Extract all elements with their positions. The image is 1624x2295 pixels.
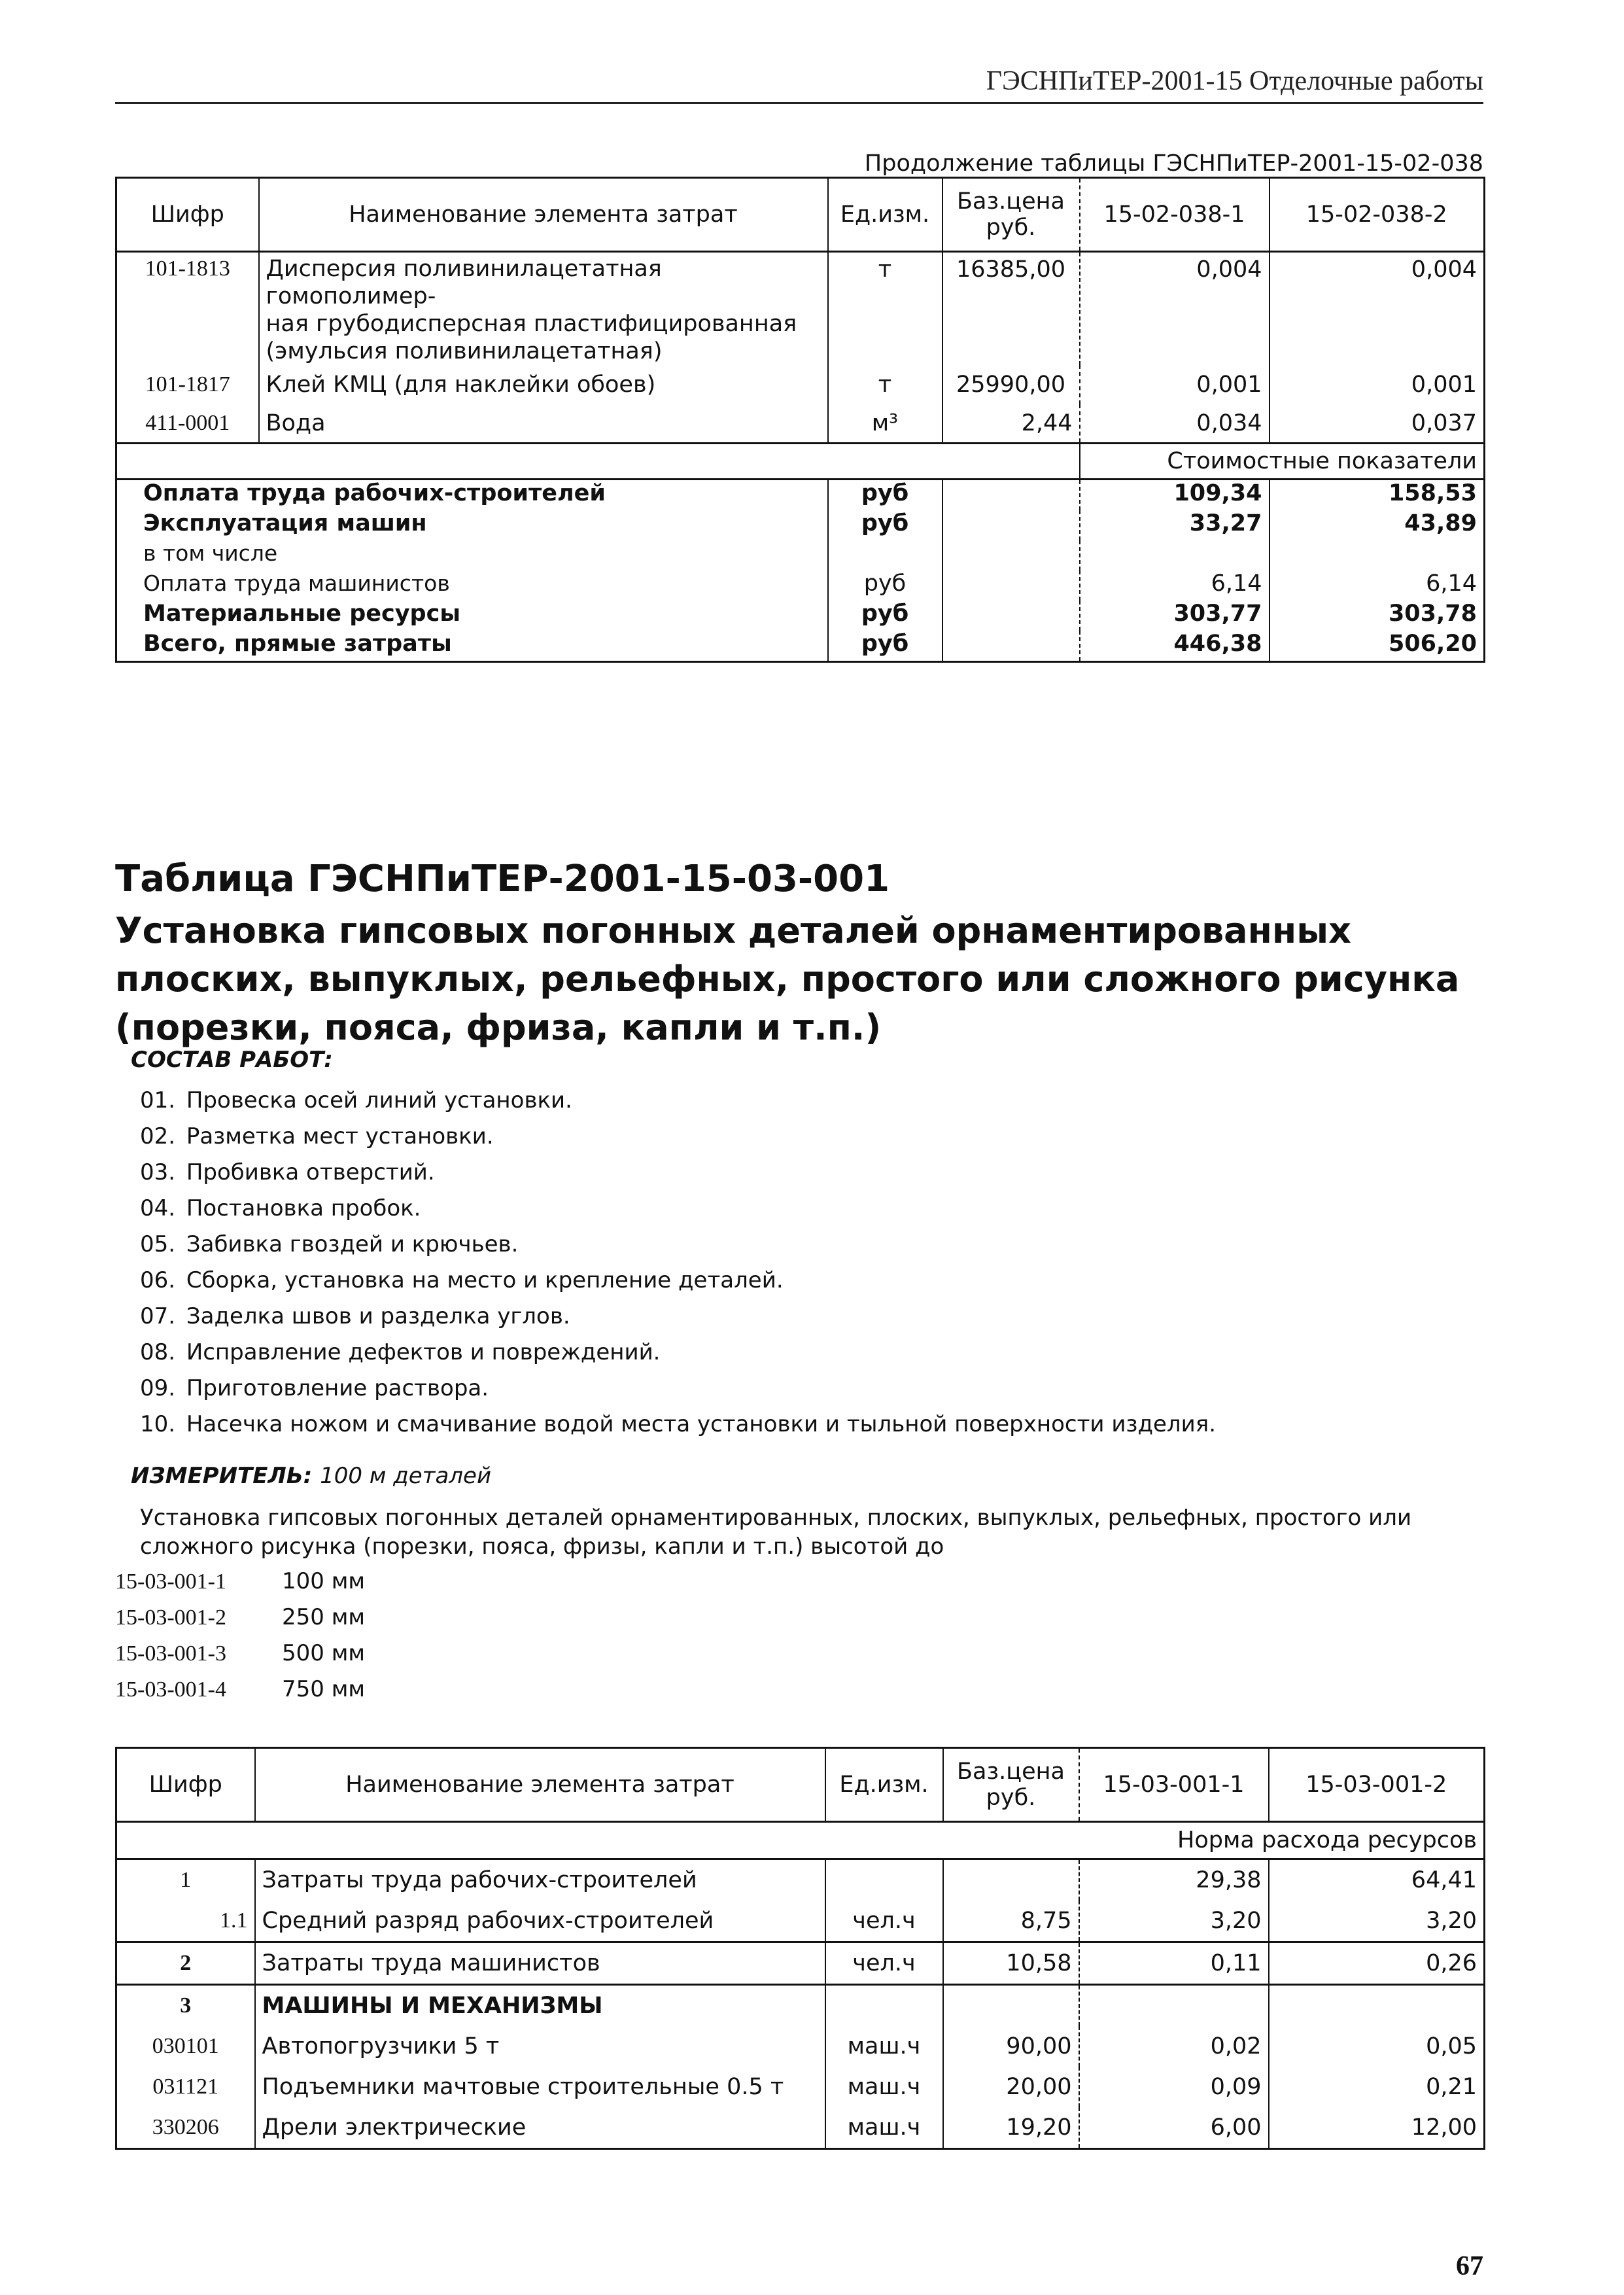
list-item	[140, 1155, 1216, 1191]
cell-name: Затраты труда рабочих-строителей	[255, 1859, 825, 1901]
cell-value-2: 0,05	[1269, 2026, 1485, 2067]
cell-value-2	[1269, 1985, 1485, 2027]
cell-value-2: 3,20	[1269, 1901, 1485, 1942]
list-item	[115, 1564, 365, 1600]
cell-value-2: 12,00	[1269, 2107, 1485, 2149]
band-row	[116, 1822, 1485, 1859]
cell-code: 1	[116, 1859, 255, 1901]
section-title-block	[115, 856, 1521, 1052]
measure-label: ИЗМЕРИТЕЛЬ:	[131, 1463, 313, 1489]
work-number: 03.	[140, 1159, 176, 1185]
work-text: Пробивка отверстий.	[186, 1159, 435, 1185]
work-number: 07.	[140, 1303, 176, 1329]
norm-code: 15-03-001-2	[115, 1605, 226, 1630]
header-col1: 15-03-001-1	[1079, 1748, 1269, 1822]
work-number: 01.	[140, 1087, 176, 1113]
table-row	[116, 1901, 1485, 1942]
cost-name: Материальные ресурсы	[143, 601, 460, 627]
header-price	[943, 1748, 1079, 1822]
cost-value-2: 43,89	[1270, 510, 1485, 540]
cost-unit: руб	[828, 601, 942, 631]
cost-band-label: Стоимостные показатели	[1080, 444, 1485, 480]
cell-unit: м³	[828, 404, 942, 444]
works-heading: СОСТАВ РАБОТ:	[131, 1047, 333, 1073]
cost-value-2: 506,20	[1270, 631, 1485, 662]
cost-unit: руб	[828, 480, 942, 511]
cell-price: 20,00	[943, 2067, 1079, 2107]
cost-value-2: 6,14	[1270, 570, 1485, 601]
norm-code: 15-03-001-1	[115, 1569, 226, 1594]
cost-band-row	[116, 444, 1485, 480]
cell-value-1	[1079, 1985, 1269, 2027]
cost-value-2	[1270, 540, 1485, 570]
cost-unit: руб	[828, 570, 942, 601]
work-number: 06.	[140, 1267, 176, 1293]
cell-value-1: 3,20	[1079, 1901, 1269, 1942]
cell-value-1: 0,004	[1080, 252, 1270, 366]
cost-row	[116, 601, 1485, 631]
header-price-line2: руб.	[986, 1785, 1036, 1811]
header-price-line1: Баз.цена	[957, 188, 1065, 215]
table-row	[116, 1985, 1485, 2027]
cost-value-1: 303,77	[1080, 601, 1270, 631]
list-item	[140, 1083, 1216, 1119]
header-unit: Ед.изм.	[825, 1748, 943, 1822]
table-row	[116, 2107, 1485, 2149]
table-row	[116, 2026, 1485, 2067]
work-text: Разметка мест установки.	[186, 1123, 494, 1149]
list-item	[115, 1600, 365, 1636]
cost-name: Всего, прямые затраты	[143, 631, 452, 657]
cell-code: 101-1813	[145, 256, 230, 281]
cell-name: Средний разряд рабочих-строителей	[255, 1901, 825, 1942]
header-unit: Ед.изм.	[828, 178, 942, 252]
cell-unit: маш.ч	[825, 2067, 943, 2107]
norm-height: 100 мм	[282, 1568, 366, 1594]
work-number: 05.	[140, 1231, 176, 1257]
measure-line	[131, 1463, 491, 1489]
work-text: Насечка ножом и смачивание водой места установки и тыльной поверхности изделия.	[186, 1411, 1217, 1437]
cost-value-1: 33,27	[1080, 510, 1270, 540]
cell-price: 90,00	[943, 2026, 1079, 2067]
cell-value-1: 0,034	[1080, 404, 1270, 444]
cost-name: Оплата труда рабочих-строителей	[116, 480, 828, 511]
cell-name: МАШИНЫ И МЕХАНИЗМЫ	[255, 1985, 825, 2027]
cost-value-2: 158,53	[1270, 480, 1485, 511]
table-row	[116, 2067, 1485, 2107]
list-item	[140, 1371, 1216, 1407]
norm-height: 750 мм	[282, 1676, 366, 1702]
table-subtitle: Установка гипсовых погонных деталей орнаментированных плоских, выпуклых, рельефных, простого или сложного рисунка (порезки, пояса, фриза, капли и т.п.)	[115, 910, 1460, 1048]
norm-band-label: Норма расхода ресурсов	[1177, 1827, 1477, 1853]
cell-value-1: 0,11	[1079, 1942, 1269, 1985]
cell-unit	[825, 1985, 943, 2027]
cost-unit	[828, 540, 942, 570]
cell-name: Дрели электрические	[255, 2107, 825, 2149]
work-text: Исправление дефектов и повреждений.	[186, 1339, 661, 1365]
cell-unit	[825, 1859, 943, 1901]
list-item	[140, 1263, 1216, 1299]
cell-price: 16385,00	[942, 252, 1080, 366]
cost-row	[116, 631, 1485, 662]
works-list	[140, 1083, 1216, 1443]
cell-unit: т	[828, 365, 942, 404]
cell-price	[943, 1985, 1079, 2027]
list-item	[140, 1299, 1216, 1335]
header-col2: 15-02-038-2	[1270, 178, 1485, 252]
cell-unit: маш.ч	[825, 2026, 943, 2067]
work-text: Сборка, установка на место и крепление деталей.	[186, 1267, 784, 1293]
cell-value-2: 0,26	[1269, 1942, 1485, 1985]
table-row	[116, 1942, 1485, 1985]
table-row	[116, 404, 1485, 444]
table-row	[116, 1859, 1485, 1901]
norm-height: 500 мм	[282, 1640, 366, 1666]
cost-name: в том числе	[143, 540, 278, 566]
cell-value-1: 29,38	[1079, 1859, 1269, 1901]
cell-price: 19,20	[943, 2107, 1079, 2149]
norm-code: 15-03-001-4	[115, 1677, 226, 1702]
list-item	[115, 1672, 365, 1708]
work-text: Заделка швов и разделка углов.	[186, 1303, 570, 1329]
cost-row	[116, 480, 1485, 511]
cost-value-2: 303,78	[1270, 601, 1485, 631]
cost-value-1: 109,34	[1080, 480, 1270, 511]
work-number: 09.	[140, 1375, 176, 1401]
header-code: Шифр	[116, 178, 259, 252]
cell-name: Подъемники мачтовые строительные 0.5 т	[255, 2067, 825, 2107]
work-number: 02.	[140, 1123, 176, 1149]
work-text: Приготовление раствора.	[186, 1375, 489, 1401]
cell-price: 10,58	[943, 1942, 1079, 1985]
cell-unit: чел.ч	[825, 1901, 943, 1942]
cell-value-2: 0,037	[1270, 404, 1485, 444]
list-item	[140, 1191, 1216, 1227]
cell-unit: чел.ч	[825, 1942, 943, 1985]
work-text: Провеска осей линий установки.	[186, 1087, 572, 1113]
header-name: Наименование элемента затрат	[259, 178, 828, 252]
header-price-line1: Баз.цена	[957, 1759, 1065, 1785]
list-item	[140, 1119, 1216, 1155]
work-text: Забивка гвоздей и крючьев.	[186, 1231, 519, 1257]
header-rule	[115, 102, 1483, 104]
running-header: ГЭСНПиТЕР-2001-15 Отделочные работы	[986, 66, 1483, 96]
cell-value-1: 0,001	[1080, 365, 1270, 404]
cost-row	[116, 540, 1485, 570]
table-header-row	[116, 178, 1485, 252]
header-name: Наименование элемента затрат	[255, 1748, 825, 1822]
cell-value-1: 0,09	[1079, 2067, 1269, 2107]
cost-value-1: 446,38	[1080, 631, 1270, 662]
cost-value-1	[1080, 540, 1270, 570]
cell-value-2: 64,41	[1269, 1859, 1485, 1901]
measure-value: 100 м деталей	[320, 1463, 492, 1489]
table-header-row	[116, 1748, 1485, 1822]
resource-table-continuation	[115, 177, 1485, 663]
cell-unit: маш.ч	[825, 2107, 943, 2149]
cell-value-1: 6,00	[1079, 2107, 1269, 2149]
header-col2: 15-03-001-2	[1269, 1748, 1485, 1822]
cell-price: 8,75	[943, 1901, 1079, 1942]
cost-value-1: 6,14	[1080, 570, 1270, 601]
cell-price	[943, 1859, 1079, 1901]
header-code: Шифр	[116, 1748, 255, 1822]
cell-name: Клей КМЦ (для наклейки обоев)	[259, 365, 828, 404]
header-col1: 15-02-038-1	[1080, 178, 1270, 252]
norm-code: 15-03-001-3	[115, 1641, 226, 1666]
cell-name: Автопогрузчики 5 т	[255, 2026, 825, 2067]
cell-code: 031121	[152, 2075, 219, 2099]
cost-name: Эксплуатация машин	[143, 510, 427, 536]
cell-unit: т	[828, 252, 942, 366]
cell-code: 411-0001	[145, 411, 230, 435]
table-continuation-caption: Продолжение таблицы ГЭСНПиТЕР-2001-15-02-038	[864, 150, 1483, 177]
codes-list	[115, 1564, 365, 1708]
cell-value-2: 0,001	[1270, 365, 1485, 404]
page-number: 67	[1456, 2251, 1483, 2281]
cell-name: Вода	[259, 404, 828, 444]
cell-code: 3	[116, 1985, 255, 2027]
cell-code: 2	[116, 1942, 255, 1985]
cost-row	[116, 510, 1485, 540]
header-price	[942, 178, 1080, 252]
cost-unit: руб	[828, 510, 942, 540]
cell-value-1: 0,02	[1079, 2026, 1269, 2067]
cell-price: 25990,00	[942, 365, 1080, 404]
cost-row	[116, 570, 1485, 601]
list-item	[140, 1407, 1216, 1443]
header-price-line2: руб.	[986, 215, 1036, 241]
list-item	[140, 1335, 1216, 1371]
resource-table	[115, 1747, 1485, 2150]
work-number: 08.	[140, 1339, 176, 1365]
norm-height: 250 мм	[282, 1604, 366, 1630]
cell-code: 030101	[152, 2034, 219, 2058]
cell-name: Затраты труда машинистов	[255, 1942, 825, 1985]
cost-name: Оплата труда машинистов	[143, 570, 450, 596]
description: Установка гипсовых погонных деталей орнаментированных, плоских, выпуклых, рельефных, простого или сложного рисунка (порезки, пояса, фризы, капли и т.п.) высотой до	[140, 1505, 1412, 1560]
table-row	[116, 252, 1485, 366]
cell-value-2: 0,004	[1270, 252, 1485, 366]
table-row	[116, 365, 1485, 404]
work-number: 10.	[140, 1411, 176, 1437]
cell-value-2: 0,21	[1269, 2067, 1485, 2107]
cell-code: 1.1	[220, 1908, 248, 1933]
cost-unit: руб	[828, 631, 942, 662]
cell-code: 330206	[152, 2115, 219, 2139]
cell-name: Дисперсия поливинилацетатная гомополимер- ная грубодисперсная пластифицированная (эмульсия поливинилацетатная)	[259, 252, 828, 366]
cell-price: 2,44	[942, 404, 1080, 444]
work-text: Постановка пробок.	[186, 1195, 421, 1221]
table-title: Таблица ГЭСНПиТЕР-2001-15-03-001	[115, 858, 890, 900]
list-item	[140, 1227, 1216, 1263]
cell-code: 101-1817	[145, 372, 230, 396]
list-item	[115, 1636, 365, 1672]
work-number: 04.	[140, 1195, 176, 1221]
